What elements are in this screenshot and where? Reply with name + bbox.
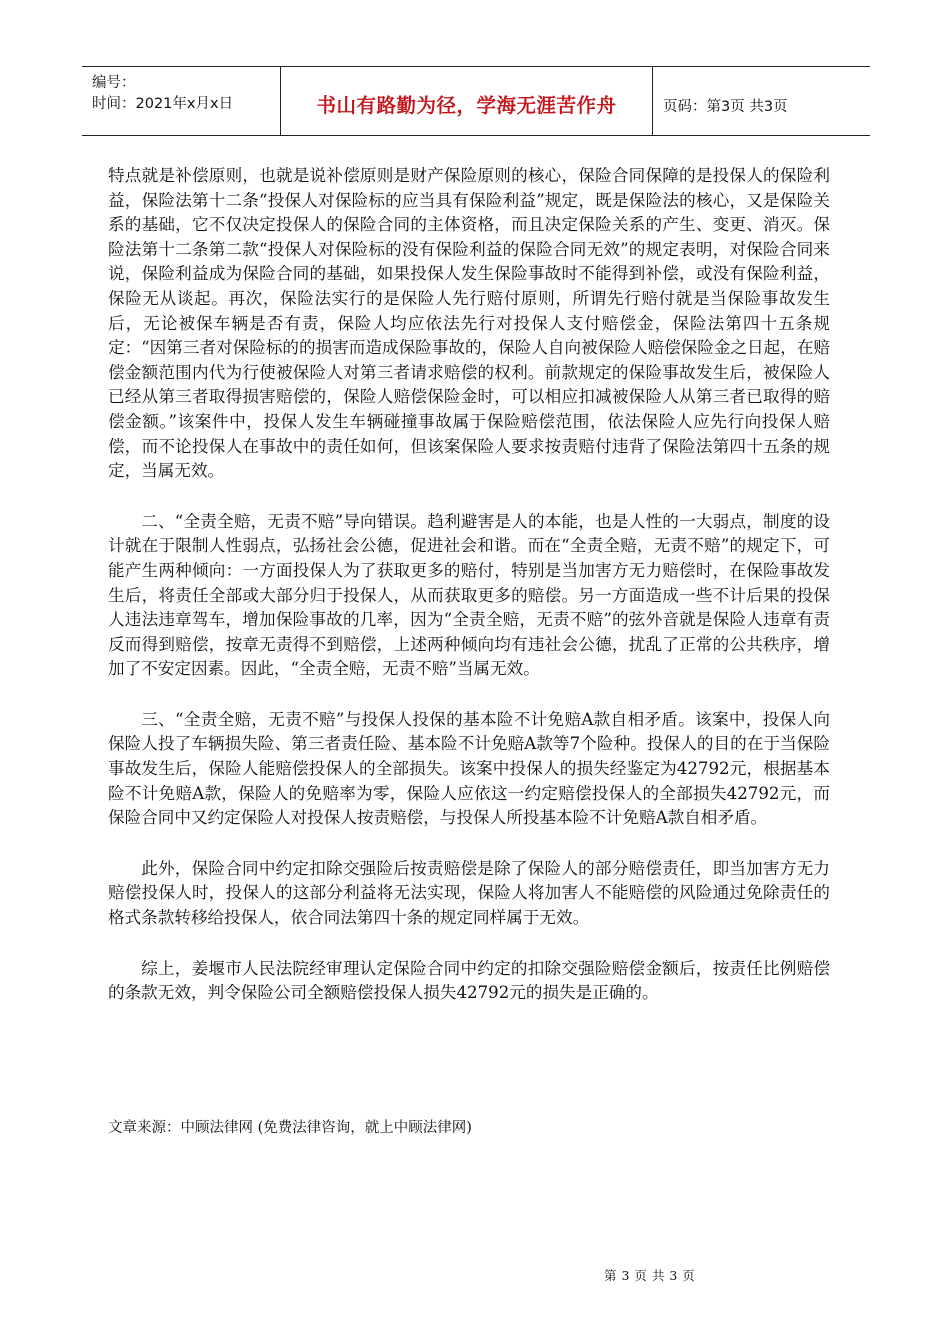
- document-time-label: 时间：2021年x月x日: [92, 96, 234, 112]
- document-body: [108, 164, 830, 1032]
- header-left-cell: [82, 67, 281, 135]
- body-paragraph: 二、“全责全赔，无责不赔”导向错误。趋利避害是人的本能，也是人性的一大弱点，制度的设计就在于限制人性弱点，弘扬社会公德，促进社会和谐。而在“全责全赔，无责不赔”的规定下，可能产生两种倾向：一方面投保人为了获取更多的赔付，特别是当加害方无力赔偿时，在保险事故发生后，将责任全部或大部分归于投保人，从而获取更多的赔偿。另一方面造成一些不计后果的投保人违法违章驾车，增加保险事故的几率，因为“全责全赔，无责不赔”的弦外音就是保险人违章有责反而得到赔偿，按章无责得不到赔偿，上述两种倾向均有违社会公德，扰乱了正常的公共秩序，增加了不安定因素。因此，“全责全赔，无责不赔”当属无效。: [108, 511, 830, 679]
- header-motto: 书山有路勤为径，学海无涯苦作舟: [281, 67, 653, 135]
- body-paragraph: 此外，保险合同中约定扣除交强险后按责赔偿是除了保险人的部分赔偿责任，即当加害方无力赔偿投保人时，投保人的这部分利益将无法实现，保险人将加害人不能赔偿的风险通过免除责任的格式条款转移给投保人，依合同法第四十条的规定同样属于无效。: [108, 858, 830, 928]
- document-number-label: 编号：: [92, 75, 136, 91]
- page-header: [82, 66, 870, 136]
- body-paragraph: 特点就是补偿原则，也就是说补偿原则是财产保险原则的核心，保险合同保障的是投保人的保险利益，保险法第十二条“投保人对保险标的应当具有保险利益”规定，既是保险法的核心，又是保险关系的基础，它不仅决定投保人的保险合同的主体资格，而且决定保险关系的产生、变更、消灭。保险法第十二条第二款“投保人对保险标的没有保险利益的保险合同无效”的规定表明，对保险合同来说，保险利益成为保险合同的基础，如果投保人发生保险事故时不能得到补偿，或没有保险利益，保险无从谈起。再次，保险法实行的是保险人先行赔付原则，所谓先行赔付就是当保险事故发生后，无论被保车辆是否有责，保险人均应依法先行对投保人支付赔偿金，保险法第四十五条规定：“因第三者对保险标的的损害而造成保险事故的，保险人自向被保险人赔偿保险金之日起，在赔偿金额范围内代为行使被保险人对第三者请求赔偿的权利。前款规定的保险事故发生后，被保险人已经从第三者取得损害赔偿的，保险人赔偿保险金时，可以相应扣减被保险人从第三者已取得的赔偿金额。”该案件中，投保人发生车辆碰撞事故属于保险赔偿范围，依法保险人应先行向投保人赔偿，而不论投保人在事故中的责任如何，但该案保险人要求按责赔付违背了保险法第四十五条的规定，当属无效。: [108, 166, 831, 481]
- header-page-info: 页码：第3页 共3页: [663, 98, 788, 115]
- body-paragraph: 三、“全责全赔，无责不赔”与投保人投保的基本险不计免赔A款自相矛盾。该案中，投保人向保险人投了车辆损失险、第三者责任险、基本险不计免赔A款等7个险种。投保人的目的在于当保险事故发生后，保险人能赔偿投保人的全部损失。该案中投保人的损失经鉴定为42792元，根据基本险不计免赔A款，保险人的免赔率为零，保险人应依这一约定赔偿投保人的全部损失42792元，而保险合同中又约定保险人对投保人按责赔偿，与投保人所投基本险不计免赔A款自相矛盾。: [108, 709, 830, 828]
- body-paragraph: 综上，姜堰市人民法院经审理认定保险合同中约定的扣除交强险赔偿金额后，按责任比例赔偿的条款无效，判令保险公司全额赔偿投保人损失42792元的损失是正确的。: [108, 958, 830, 1003]
- page-footer: 第 3 页 共 3 页: [604, 1268, 696, 1283]
- article-source: 文章来源：中顾法律网 (免费法律咨询，就上中顾法律网): [108, 1120, 472, 1136]
